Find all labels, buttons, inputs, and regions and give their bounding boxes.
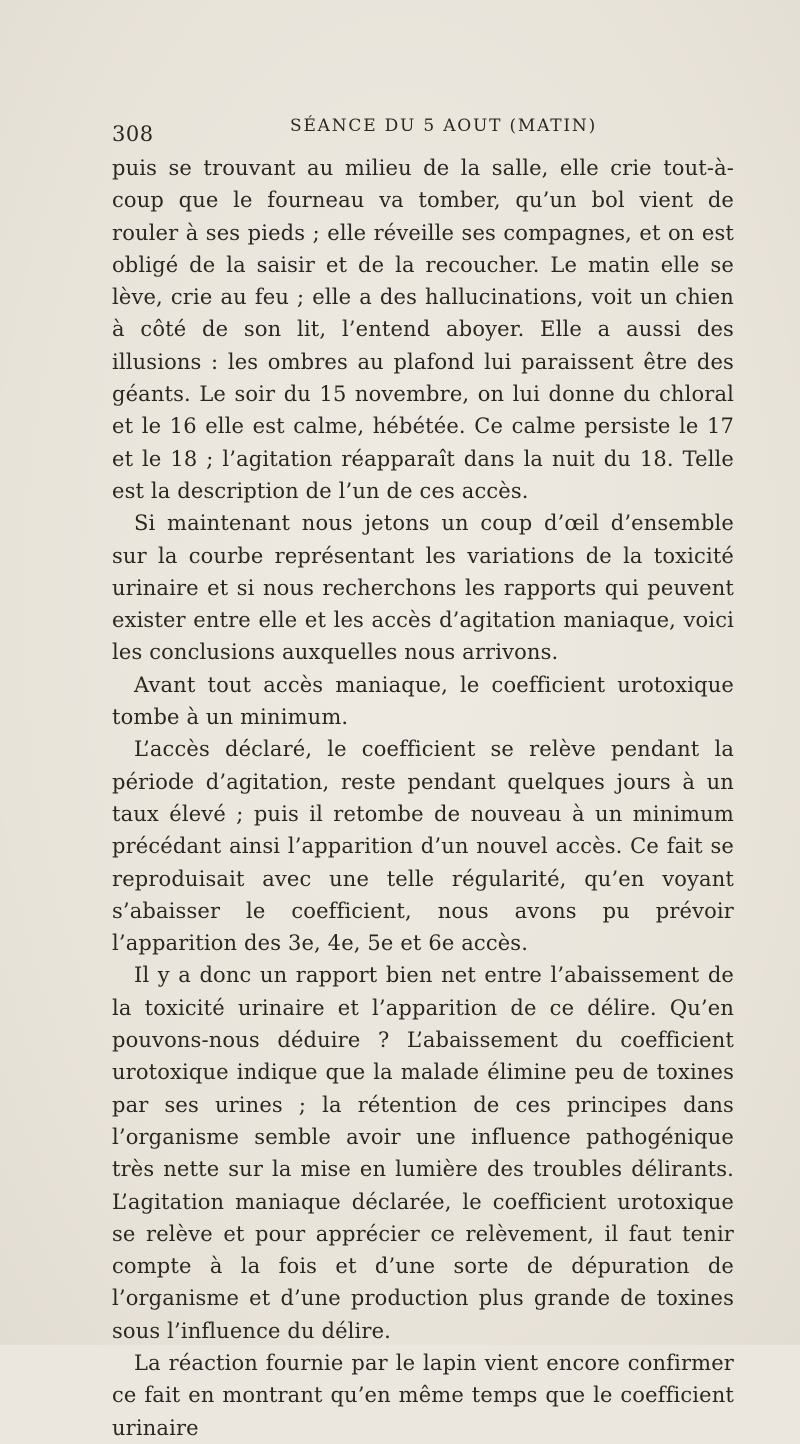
paragraph: La réaction fournie par le lapin vient encore confirmer ce fait en montrant qu’en même temps que le coefficient urinaire <box>112 1350 734 1440</box>
page-number: 308 <box>112 122 154 146</box>
paragraph: L’accès déclaré, le coefficient se relève pendant la période d’agitation, reste pendant quelques jours à un taux élevé ; puis il retombe de nouveau à un minimum précédant ainsi l’apparition d’un nouvel accès. Ce fait se reproduisait avec une telle régularité, qu’en voyant s’abaisser le coefficient, nous avons pu prévoir l’apparition des 3e, 4e, 5e et 6e accès. <box>112 737 734 956</box>
paragraph: Avant tout accès maniaque, le coefficient urotoxique tombe à un minimum. <box>112 672 734 730</box>
page-header <box>112 112 732 146</box>
paragraph-continuation: puis se trouvant au milieu de la salle, elle crie tout-à-coup que le fourneau va tomber, qu’un bol vient de rouler à ses pieds ; elle réveille ses compagnes, et on est obligé de la saisir et de la recoucher. Le matin elle se lève, crie au feu ; elle a des hallucinations, voit un chien à côté de son lit, l’entend aboyer. Elle a aussi des illusions : les ombres au plafond lui paraissent être des géants. Le soir du 15 novembre, on lui donne du chloral et le 16 elle est calme, hébétée. Ce calme persiste le 17 et le 18 ; l’agitation réapparaît dans la nuit du 18. Telle est la description de l’un de ces accès. <box>112 156 734 503</box>
running-head: SÉANCE DU 5 AOUT (MATIN) <box>290 116 598 136</box>
body-text <box>112 152 734 1444</box>
paragraph: Il y a donc un rapport bien net entre l’abaissement de la toxicité urinaire et l’apparition de ce délire. Qu’en pouvons-nous déduire ? L’abaissement du coefficient urotoxique indique que la malade élimine peu de toxines par ses urines ; la rétention de ces principes dans l’organisme semble avoir une influence pathogénique très nette sur la mise en lumière des troubles délirants. L’agitation maniaque déclarée, le coefficient urotoxique se relève et pour apprécier ce relèvement, il faut tenir compte à la fois et d’une sorte de dépuration de l’organisme et d’une production plus grande de toxines sous l’influence du délire. <box>112 963 734 1343</box>
paragraph: Si maintenant nous jetons un coup d’œil d’ensemble sur la courbe représentant les variations de la toxicité urinaire et si nous recherchons les rapports qui peuvent exister entre elle et les accès d’agitation maniaque, voici les conclusions auxquelles nous arrivons. <box>112 511 734 665</box>
